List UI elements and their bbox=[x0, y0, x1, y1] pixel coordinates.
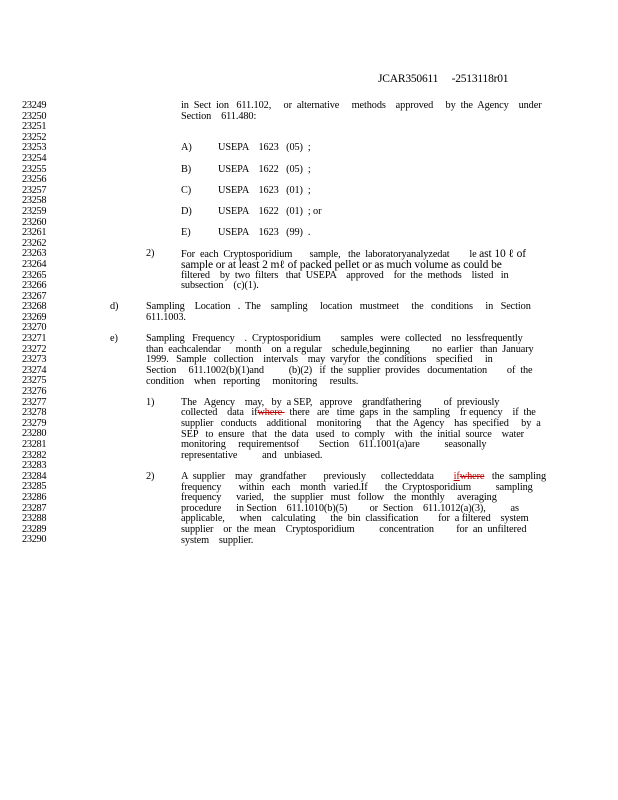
line-number: 23255 bbox=[22, 163, 47, 175]
line-number: 23265 bbox=[22, 269, 47, 281]
method-d-text: USEPA 1622 (01) ; or bbox=[218, 206, 322, 217]
item-e-line-3: 1999. Sample collection intervals may varyfor the conditions specified in bbox=[146, 354, 493, 366]
item-2-line-1-a: For each Cryptosporidium sample, the laboratoryanalyzedat le bbox=[181, 249, 480, 261]
line-number: 23289 bbox=[22, 523, 47, 535]
line-number: 23260 bbox=[22, 216, 47, 228]
line-number: 23258 bbox=[22, 195, 47, 207]
line-number: 23285 bbox=[22, 481, 47, 493]
line-number: 23249 bbox=[22, 100, 47, 111]
deleted-text: where bbox=[257, 407, 285, 419]
sub-2-line-1-b: the sampling bbox=[484, 471, 546, 482]
line-number: 23250 bbox=[22, 110, 47, 122]
line-number: 23257 bbox=[22, 184, 47, 196]
line-number: 23275 bbox=[22, 375, 47, 387]
line-number: 23288 bbox=[22, 513, 47, 525]
sub-2-line-1 bbox=[181, 472, 546, 483]
line-number: 23259 bbox=[22, 205, 47, 217]
line-number: 23256 bbox=[22, 174, 47, 186]
line-number: 23269 bbox=[22, 311, 47, 323]
item-d-line-2: 611.1003. bbox=[146, 312, 186, 323]
sub-1-line-1: The Agency may, by a SEP, approve grandfathering of previously bbox=[181, 396, 500, 408]
line-number: 23271 bbox=[22, 333, 47, 345]
item-d-marker: d) bbox=[110, 301, 119, 313]
line-number: 23273 bbox=[22, 354, 47, 366]
method-a-text: USEPA 1623 (05) ; bbox=[218, 142, 311, 154]
line-number: 23263 bbox=[22, 248, 47, 260]
method-e-marker: E) bbox=[181, 227, 191, 239]
line-number: 23279 bbox=[22, 417, 47, 429]
line-number-column bbox=[22, 101, 46, 546]
item-2-line-2: sample or at least 2 mℓ of packed pellet or as much volume as could be bbox=[181, 259, 502, 271]
line-number: 23278 bbox=[22, 407, 47, 419]
line-number: 23280 bbox=[22, 428, 47, 440]
line-number: 23283 bbox=[22, 460, 47, 472]
line-number: 23282 bbox=[22, 449, 47, 461]
sub-2-line-6: supplier or the mean Cryptosporidium concentration for an unfiltered bbox=[181, 524, 527, 535]
line-number: 23266 bbox=[22, 280, 47, 292]
line-number: 23261 bbox=[22, 227, 47, 239]
line-number: 23281 bbox=[22, 439, 47, 450]
method-d-marker: D) bbox=[181, 206, 192, 217]
sub-1-line-3: supplier conducts additional monitoring that the Agency has specified by a bbox=[181, 418, 541, 429]
item-2-marker: 2) bbox=[146, 248, 155, 260]
item-d-line-1: Sampling Location . The sampling location mustmeet the conditions in Section bbox=[146, 301, 531, 313]
sub-2-line-2: frequency within each month varied.If the Cryptosporidium sampling bbox=[181, 481, 533, 493]
line-number: 23274 bbox=[22, 364, 47, 376]
sub-1-marker: 1) bbox=[146, 396, 155, 408]
sub-1-line-2-a: collected data if bbox=[181, 407, 258, 419]
line-number: 23284 bbox=[22, 470, 47, 482]
line-number: 23253 bbox=[22, 142, 47, 154]
sub-1-line-5: monitoring requirementsof Section 611.1001(a)are seasonally bbox=[181, 439, 487, 451]
method-c-marker: C) bbox=[181, 184, 192, 196]
line-number: 23252 bbox=[22, 131, 47, 143]
line-number: 23251 bbox=[22, 121, 47, 133]
line-number: 23267 bbox=[22, 290, 47, 302]
line-number: 23290 bbox=[22, 534, 47, 546]
sub-1-line-6: representative and unbiased. bbox=[181, 449, 323, 461]
sub-2-marker: 2) bbox=[146, 471, 155, 482]
line-number: 23270 bbox=[22, 322, 47, 334]
line-number: 23254 bbox=[22, 152, 47, 164]
line-number: 23264 bbox=[22, 258, 47, 270]
line-number: 23286 bbox=[22, 491, 47, 503]
sub-2-line-4: procedure in Section 611.1010(b)(5) or Section 611.1012(a)(3), as bbox=[181, 502, 519, 514]
line-number: 23287 bbox=[22, 502, 47, 514]
sub-1-line-2-b: there are time gaps in the sampling fr equency if the bbox=[284, 407, 536, 419]
item-2-line-4: subsection (c)(1). bbox=[181, 280, 259, 292]
item-e-line-1: Sampling Frequency . Cryptosporidium samples were collected no lessfrequently bbox=[146, 333, 523, 345]
intro-line-2: Section 611.480: bbox=[181, 110, 257, 122]
sub-1-line-4: SEP to ensure that the data used to comply with the initial source water bbox=[181, 428, 525, 440]
deleted-text: where bbox=[459, 471, 485, 482]
method-e-text: USEPA 1623 (99) . bbox=[218, 227, 311, 239]
item-e-marker: e) bbox=[110, 333, 118, 345]
item-e-line-2: than eachcalendar month on a regular schedule,beginning no earlier than January bbox=[146, 343, 534, 355]
intro-line-1: in Sect ion 611.102, or alternative methods approved by the Agency under bbox=[181, 100, 542, 111]
item-2-line-1-b: ast 10 ℓ of bbox=[479, 248, 526, 261]
method-a-marker: A) bbox=[181, 142, 192, 154]
sub-2-line-5: applicable, when calculating the bin classification for a filtered system bbox=[181, 513, 529, 525]
sub-2-line-7: system supplier. bbox=[181, 534, 254, 546]
line-number: 23262 bbox=[22, 237, 47, 249]
line-number: 23277 bbox=[22, 396, 47, 408]
line-number: 23276 bbox=[22, 386, 47, 398]
sub-2-line-3: frequency varied, the supplier must follow the monthly averaging bbox=[181, 492, 497, 504]
document-id-header: JCAR350611 -2513118r01 bbox=[378, 73, 509, 85]
line-number: 23268 bbox=[22, 301, 47, 313]
item-2-line-3: filtered by two filters that USEPA approved for the methods listed in bbox=[181, 269, 509, 281]
method-b-marker: B) bbox=[181, 163, 192, 175]
item-e-line-4: Section 611.1002(b)(1)and (b)(2) if the supplier provides documentation of the bbox=[146, 365, 533, 376]
sub-2-line-1-a: A supplier may grandfather previously collecteddata bbox=[181, 471, 454, 482]
inserted-text: if bbox=[453, 471, 460, 482]
method-c-text: USEPA 1623 (01) ; bbox=[218, 184, 311, 196]
item-e-line-5: condition when reporting monitoring results. bbox=[146, 375, 359, 387]
method-b-text: USEPA 1622 (05) ; bbox=[218, 163, 311, 175]
line-number: 23272 bbox=[22, 343, 47, 355]
